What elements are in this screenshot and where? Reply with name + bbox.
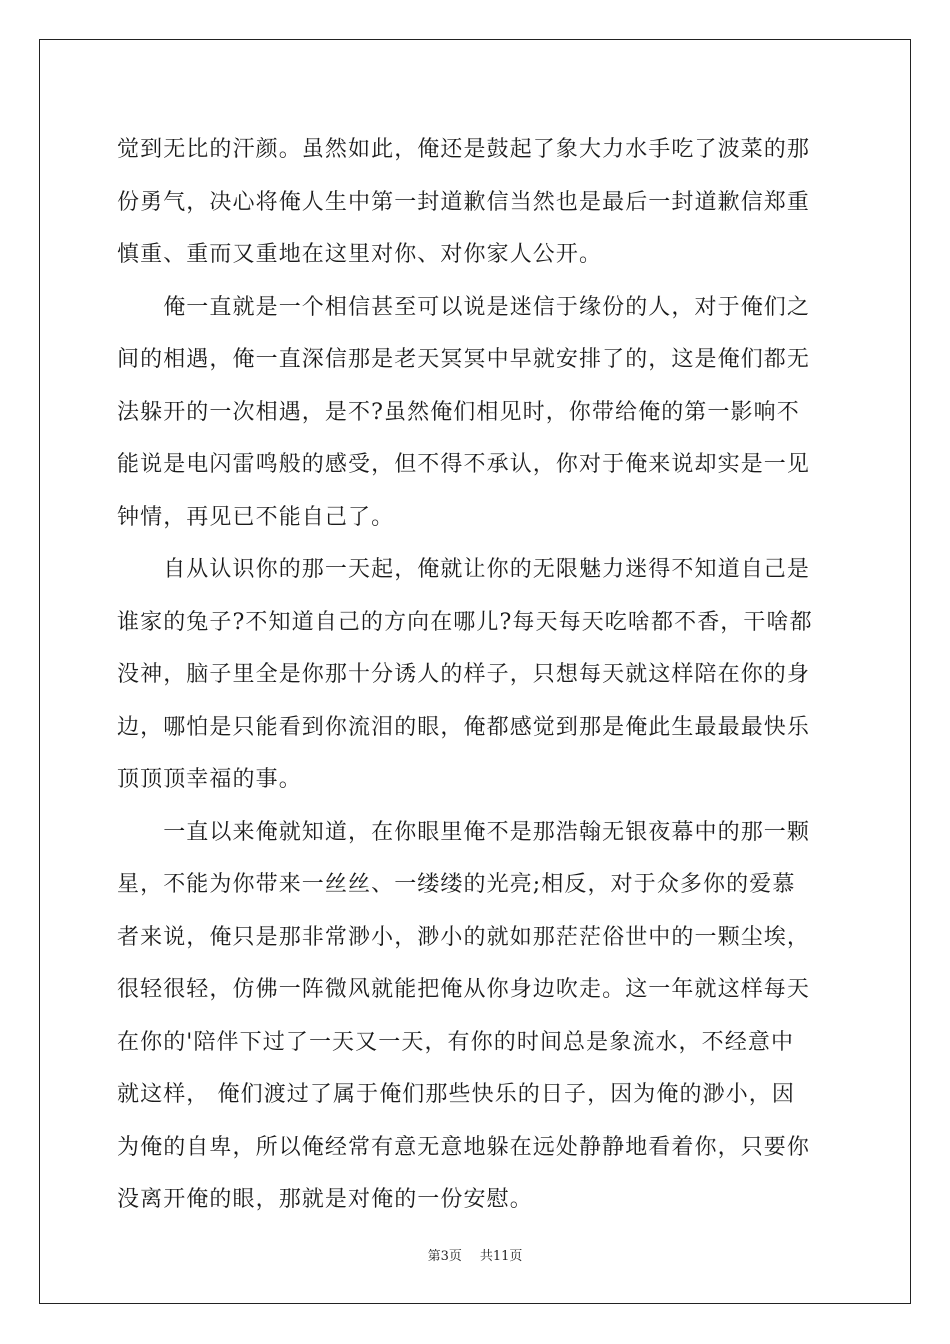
text-line: 者来说，俺只是那非常渺小，渺小的就如那茫茫俗世中的一颗尘埃， [117, 924, 811, 950]
text-line: 俺一直就是一个相信甚至可以说是迷信于缘份的人，对于俺们之 [117, 294, 811, 320]
text-line: 在你的'陪伴下过了一天又一天，有你的时间总是象流水，不经意中 [117, 1029, 795, 1055]
text-line: 间的相遇，俺一直深信那是老天冥冥中早就安排了的，这是俺们都无 [117, 347, 811, 372]
page-number: 第3页 [427, 1249, 462, 1264]
page-footer [0, 1245, 950, 1264]
text-line: 星，不能为你带来一丝丝、一缕缕的光亮;相反，对于众多你的爱慕 [117, 872, 796, 897]
text-line: 就这样， 俺们渡过了属于俺们那些快乐的日子，因为俺的渺小，因 [117, 1082, 795, 1107]
text-line: 谁家的兔子?不知道自己的方向在哪儿?每天每天吃啥都不香，干啥都 [117, 609, 813, 635]
text-line: 一直以来俺就知道，在你眼里俺不是那浩翰无银夜幕中的那一颗 [117, 819, 811, 845]
text-line: 觉到无比的汗颜。虽然如此，俺还是鼓起了象大力水手吃了波菜的那 [117, 137, 811, 162]
text-line: 没神，脑子里全是你那十分诱人的样子，只想每天就这样陪在你的身 [117, 662, 811, 687]
text-line: 慎重、重而又重地在这里对你、对你家人公开。 [117, 242, 603, 267]
text-line: 自从认识你的那一天起，俺就让你的无限魅力迷得不知道自己是 [117, 557, 811, 582]
text-line: 法躲开的一次相遇，是不?虽然俺们相见时，你带给俺的第一影响不 [117, 399, 800, 425]
page-total: 共11页 [479, 1249, 523, 1264]
text-line: 能说是电闪雷鸣般的感受，但不得不承认，你对于俺来说却实是一见 [117, 452, 811, 477]
document-body [117, 124, 835, 1227]
text-line: 边，哪怕是只能看到你流泪的眼，俺都感觉到那是俺此生最最最快乐 [117, 714, 811, 740]
text-line: 顶顶顶幸福的事。 [117, 767, 302, 792]
text-line: 为俺的自卑，所以俺经常有意无意地躲在远处静静地看着你，只要你 [117, 1134, 811, 1160]
text-line: 没离开俺的眼，那就是对俺的一份安慰。 [117, 1187, 533, 1212]
text-line: 很轻很轻，仿佛一阵微风就能把俺从你身边吹走。这一年就这样每天 [117, 977, 811, 1002]
text-line: 份勇气，决心将俺人生中第一封道歉信当然也是最后一封道歉信郑重 [117, 189, 811, 215]
text-line: 钟情，再见已不能自己了。 [117, 504, 395, 530]
